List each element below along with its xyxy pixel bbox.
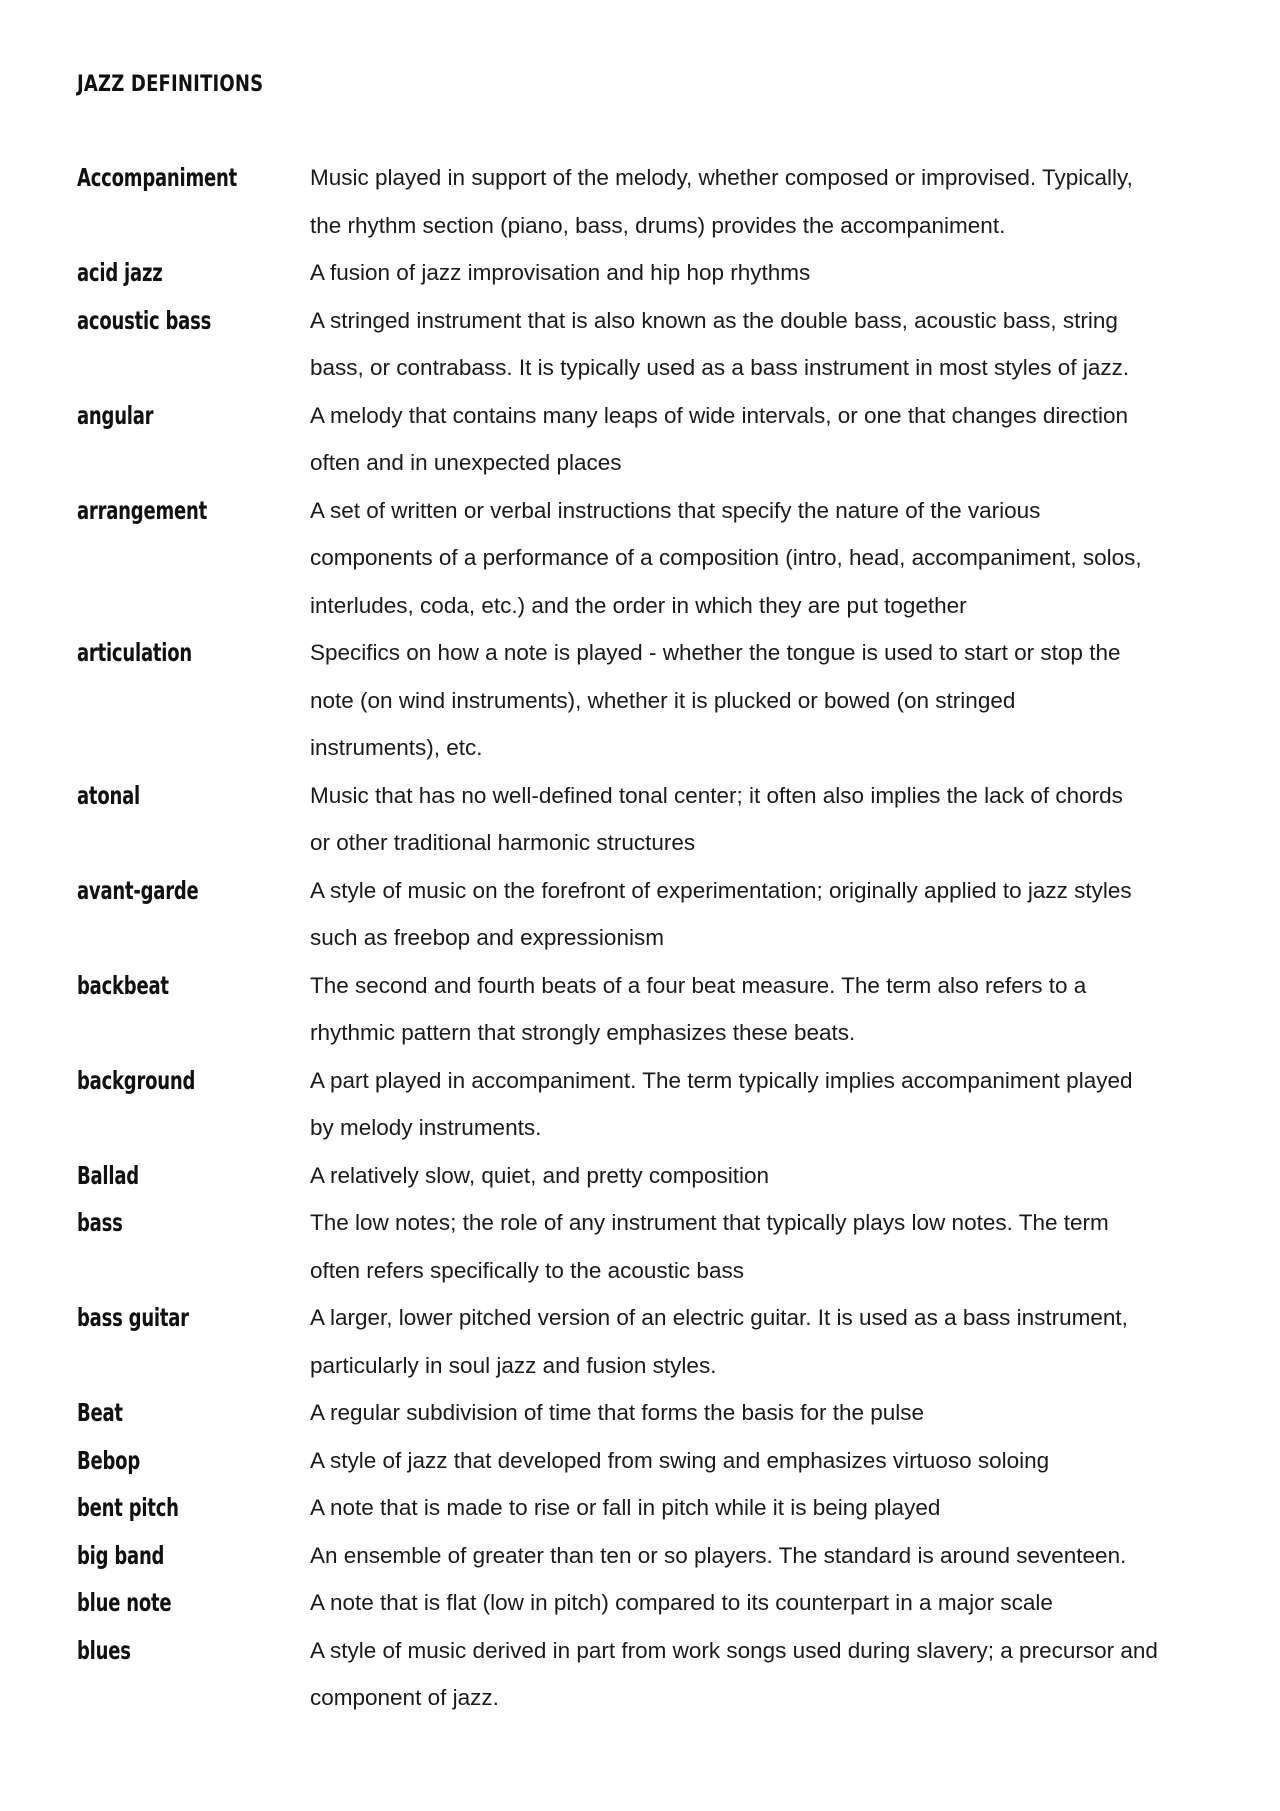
document-title: JAZZ DEFINITIONS bbox=[77, 72, 264, 97]
definition-text bbox=[310, 772, 1210, 867]
definition-line: Music played in support of the melody, whether composed or improvised. Typically, bbox=[310, 165, 1133, 190]
definition-line: often refers specifically to the acoustic bass bbox=[310, 1257, 744, 1283]
definition-entry bbox=[77, 1484, 1227, 1532]
definition-term: angular bbox=[77, 400, 154, 430]
definition-text bbox=[310, 249, 1210, 297]
definition-term: atonal bbox=[77, 780, 140, 810]
definition-entry bbox=[77, 392, 1227, 487]
definition-line: A stringed instrument that is also known as the double bass, acoustic bass, string bbox=[310, 307, 1118, 333]
definition-line: A style of music on the forefront of experimentation; originally applied to jazz styles bbox=[310, 877, 1132, 903]
definition-list bbox=[77, 154, 1227, 1722]
definition-line: Music that has no well-defined tonal center; it often also implies the lack of chords bbox=[310, 782, 1123, 808]
definition-line: A set of written or verbal instructions that specify the nature of the various bbox=[310, 497, 1041, 523]
definition-term: articulation bbox=[77, 638, 192, 667]
definition-line: interludes, coda, etc.) and the order in which they are put together bbox=[310, 592, 967, 618]
definition-entry bbox=[77, 1532, 1227, 1580]
definition-line: the rhythm section (piano, bass, drums) provides the accompaniment. bbox=[310, 212, 1006, 238]
definition-line: A relatively slow, quiet, and pretty composition bbox=[310, 1162, 769, 1188]
definition-term: Bebop bbox=[77, 1445, 140, 1475]
definition-line: A note that is flat (low in pitch) compared to its counterpart in a major scale bbox=[310, 1590, 1053, 1615]
definition-line: by melody instruments. bbox=[310, 1115, 542, 1140]
definition-text bbox=[310, 867, 1210, 962]
definition-text bbox=[310, 1294, 1210, 1389]
definition-text bbox=[310, 1152, 1210, 1200]
definition-entry bbox=[77, 1294, 1227, 1389]
definition-text bbox=[310, 1057, 1210, 1152]
definition-line: or other traditional harmonic structures bbox=[310, 830, 696, 855]
definition-line: note (on wind instruments), whether it is plucked or bowed (on stringed bbox=[310, 687, 1016, 713]
definition-entry bbox=[77, 1199, 1227, 1294]
definition-term: Beat bbox=[77, 1398, 123, 1427]
definition-term: acoustic bass bbox=[77, 305, 212, 335]
definition-entry bbox=[77, 1152, 1227, 1200]
definition-text bbox=[310, 297, 1210, 392]
definition-entry bbox=[77, 297, 1227, 392]
definition-entry bbox=[77, 1389, 1227, 1437]
definition-text bbox=[310, 1627, 1210, 1722]
definition-term: backbeat bbox=[77, 970, 169, 1000]
definition-text bbox=[310, 1437, 1210, 1485]
definition-line: A style of music derived in part from work songs used during slavery; a precursor and bbox=[310, 1637, 1158, 1663]
definition-line: components of a performance of a composition (intro, head, accompaniment, solos, bbox=[310, 545, 1142, 570]
definition-text bbox=[310, 487, 1210, 630]
definition-text bbox=[310, 1389, 1210, 1437]
definition-entry bbox=[77, 249, 1227, 297]
definition-text bbox=[310, 392, 1210, 487]
definition-term: acid jazz bbox=[77, 258, 163, 287]
definition-line: The second and fourth beats of a four beat measure. The term also refers to a bbox=[310, 972, 1087, 998]
definition-entry bbox=[77, 1057, 1227, 1152]
definition-entry bbox=[77, 1579, 1227, 1627]
definition-term: avant-garde bbox=[77, 875, 199, 905]
definition-line: component of jazz. bbox=[310, 1685, 499, 1710]
definition-term: blues bbox=[77, 1635, 131, 1665]
definition-term: bass guitar bbox=[77, 1303, 189, 1332]
definition-term: bent pitch bbox=[77, 1493, 179, 1522]
definition-entry bbox=[77, 1437, 1227, 1485]
definition-line: A part played in accompaniment. The term typically implies accompaniment played bbox=[310, 1067, 1133, 1093]
definition-entry bbox=[77, 867, 1227, 962]
definition-line: bass, or contrabass. It is typically used as a bass instrument in most styles of jazz. bbox=[310, 355, 1130, 380]
definition-line: often and in unexpected places bbox=[310, 450, 622, 475]
definition-line: A note that is made to rise or fall in pitch while it is being played bbox=[310, 1495, 941, 1520]
definition-entry bbox=[77, 154, 1227, 249]
definition-term: big band bbox=[77, 1540, 165, 1570]
definition-line: A style of jazz that developed from swing and emphasizes virtuoso soloing bbox=[310, 1447, 1050, 1473]
definition-entry bbox=[77, 772, 1227, 867]
definition-line: The low notes; the role of any instrument that typically plays low notes. The term bbox=[310, 1210, 1109, 1235]
definition-line: A larger, lower pitched version of an electric guitar. It is used as a bass instrument, bbox=[310, 1305, 1128, 1330]
definition-term: Ballad bbox=[77, 1160, 139, 1190]
definition-line: rhythmic pattern that strongly emphasizes these beats. bbox=[310, 1020, 856, 1045]
definition-text bbox=[310, 629, 1210, 772]
definition-text bbox=[310, 1579, 1210, 1627]
definition-entry bbox=[77, 487, 1227, 630]
definition-entry bbox=[77, 962, 1227, 1057]
definition-line: A melody that contains many leaps of wide intervals, or one that changes direction bbox=[310, 402, 1128, 428]
definition-term: bass bbox=[77, 1208, 123, 1237]
definition-line: A regular subdivision of time that forms the basis for the pulse bbox=[310, 1400, 925, 1425]
definition-line: instruments), etc. bbox=[310, 735, 483, 760]
definition-text bbox=[310, 154, 1210, 249]
definition-line: Specifics on how a note is played - whether the tongue is used to start or stop the bbox=[310, 640, 1121, 665]
definition-line: particularly in soul jazz and fusion styles. bbox=[310, 1352, 717, 1378]
definition-entry bbox=[77, 629, 1227, 772]
definition-term: Accompaniment bbox=[77, 163, 237, 192]
definition-term: arrangement bbox=[77, 495, 207, 525]
definition-text bbox=[310, 1484, 1210, 1532]
definition-term: background bbox=[77, 1065, 196, 1095]
definition-entry bbox=[77, 1627, 1227, 1722]
definition-line: A fusion of jazz improvisation and hip hop rhythms bbox=[310, 260, 811, 285]
definition-term: blue note bbox=[77, 1588, 172, 1617]
definition-line: An ensemble of greater than ten or so players. The standard is around seventeen. bbox=[310, 1542, 1127, 1568]
definition-line: such as freebop and expressionism bbox=[310, 925, 664, 950]
definition-text bbox=[310, 962, 1210, 1057]
definition-text bbox=[310, 1199, 1210, 1294]
definition-text bbox=[310, 1532, 1210, 1580]
